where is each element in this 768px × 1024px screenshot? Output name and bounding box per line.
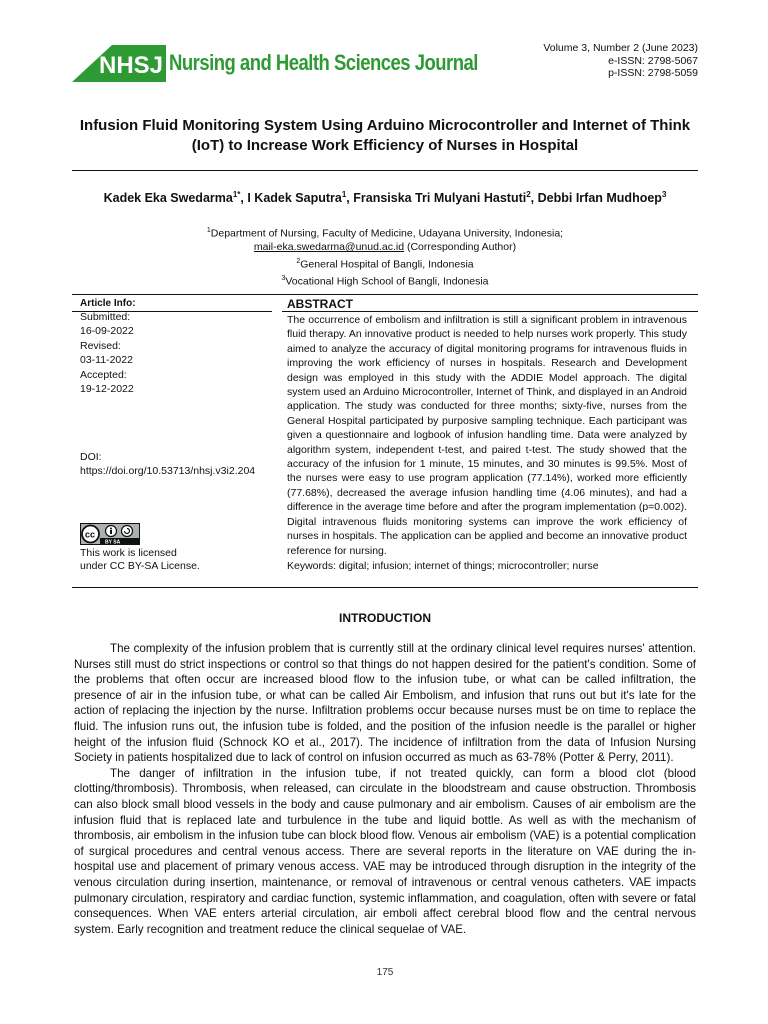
doi-label: DOI: — [80, 451, 102, 463]
cc-license-badge[interactable] — [80, 523, 140, 545]
body-paragraph: The complexity of the infusion problem that is currently still at the ordinary clinical level requires nurses' attention. Nurses still must do strict inspections or control so that things do not happen desired for the patient's condition. Some of the problems that often occur are increased blood flow to the infusion tube, or what can be called infiltration, the presence of air in the infusion tube, or what can be called Air Embolism, and infusion that runs out but it's late for the action of replacing the injection by the nurse. Infiltration problems occur because nurses must be on time to replace the fluid. The infusion runs out, the infusion tube is folded, and the position of the infusion needle is the parallel or higher height of the infusion fluid (Schnock KO et al., 2017). The incidence of infiltration from the data of Infusion Nursing Society in patients hospitalized due to lack of control on infusion occurred as much as 63-78% (Potter & Perry, 2011). — [74, 642, 696, 765]
revised-date: 03-11-2022 — [80, 354, 133, 367]
affil-mark: 2 — [296, 257, 301, 265]
meta-bottom-rule — [72, 587, 698, 588]
abstract-section — [287, 297, 687, 572]
keywords: Keywords: digital; infusion; internet of things; microcontroller; nurse — [287, 560, 599, 572]
author-affil-mark: 2 — [526, 190, 531, 199]
accepted-label: Accepted: — [80, 368, 127, 381]
journal-name: Nursing and Health Sciences Journal — [169, 50, 478, 75]
title-divider — [72, 170, 698, 171]
affil-text: Department of Nursing, Faculty of Medicine, Udayana University, Indonesia; — [210, 227, 564, 240]
introduction-body — [74, 641, 696, 937]
license-line-1: This work is licensed — [80, 547, 177, 559]
article-info — [80, 297, 270, 572]
license-statement — [80, 547, 200, 573]
submitted-label: Submitted: — [80, 311, 131, 323]
accepted-date: 19-12-2022 — [80, 383, 134, 396]
meta-top-rule — [72, 294, 698, 295]
corresponding-email — [72, 241, 698, 255]
author-separator: , — [346, 191, 354, 206]
title-line-1: Infusion Fluid Monitoring System Using Arduino Microcontroller and Internet of Think — [79, 117, 691, 134]
author-name: Fransiska Tri Mulyani Hastuti — [353, 191, 527, 206]
license-line-2: under CC BY-SA License. — [80, 560, 200, 572]
pissn: p-ISSN: 2798-5059 — [608, 67, 698, 79]
author-affil-mark: 1* — [232, 190, 241, 199]
author-list — [72, 190, 698, 205]
revised-label: Revised: — [80, 339, 121, 352]
affil-text: General Hospital of Bangli, Indonesia — [300, 258, 474, 271]
page-number: 175 — [376, 967, 394, 978]
journal-logo — [72, 42, 166, 84]
issue-meta — [543, 42, 698, 80]
eissn: e-ISSN: 2798-5067 — [608, 54, 698, 67]
affiliation-1 — [72, 224, 698, 241]
author-affil-mark: 3 — [661, 190, 667, 199]
body-paragraph: The danger of infiltration in the infusion tube, if not treated quickly, can form a blood clot (blood clotting/thrombosis). Thrombosis, when released, can circulate in the bloodstream and cause obstruction. Thrombosis can also block small blood vessels in the body and cause pulmonary and air embolism. Causes of air embolism are the infusion fluid that is replaced late and turbulence in the tube and liquid bottle. As well as with the mechanism of thrombosis, air embolism in the infusion tube can block blood flow. Venous air embolism (VAE) is a potential complication of surgical procedures and central venous access. There are several reports in the literature on VAE during the in-hospital use and placement of primary venous access. VAE may be introduced through disruption in the integrity of the venous circulation during insertion, maintenance, or removal of intravenous or central venous catheters. VAE impacts pulmonary circulation, respiratory and cardiac function, systemic inflammation, and coagulation, often with severe or fatal consequences. When VAE enters arterial circulation, air emboli affect cerebral blood flow and the central nervous system. Early recognition and treatment reduce the clinical sequelae of VAE. — [74, 766, 696, 936]
email-note: (Corresponding Author) — [404, 241, 517, 254]
article-dates — [80, 310, 270, 396]
abstract-heading: ABSTRACT — [287, 297, 353, 311]
cc-by-sa-icon — [80, 523, 140, 545]
article-info-heading: Article Info: — [80, 298, 136, 309]
cc-badge-text: BY SA — [105, 539, 121, 545]
affiliation-3 — [72, 272, 698, 289]
journal-masthead — [72, 40, 698, 88]
author-separator: , — [530, 191, 538, 206]
doi-link[interactable]: https://doi.org/10.53713/nhsj.v3i2.204 — [80, 465, 256, 478]
author-affil-mark: 1 — [341, 190, 347, 199]
author-name: Debbi Irfan Mudhoep — [537, 191, 662, 206]
affil-mark: 1 — [206, 227, 211, 234]
author-name: I Kadek Saputra — [247, 191, 342, 206]
email-link[interactable]: mail-eka.swedarma@unud.ac.id — [253, 241, 405, 254]
affiliations — [72, 224, 698, 289]
journal-logo-icon — [72, 42, 166, 84]
logo-text: NHSJ — [99, 52, 164, 79]
abstract-text: The occurrence of embolism and infiltration is still a significant problem in intravenous fluid therapy. An innovative product is needed to help nurses work properly. This study aimed to analyze the accuracy of digital monitoring programs for intravenous fluids in improving the work efficiency of nurses in hospitals. Research and Development design was employed in this study with the ADDIE Model approach. The digital system used an Arduino Microcontroller, Internet of Think, and displayed in an Android application. The study was conducted for three months; sixty-five, nurses from the General Hospital participated by purposive sampling technique. Each participant was given a questionnaire and logbook of infusion handling time. Data were analyzed by algorithm system, independent t-test, and paired t-test. The study showed that the accuracy of the infusion for 1 minute, 15 minutes, and 30 minutes is 99.5%. Most of the nurses were easy to use program application (77.14%), worked more efficiently (77.68%), decreased the average infusion handling time (4.06 minutes), and had a difference in the average time before and after the program implementation (p=0.002). Digital intravenous fluids monitoring systems can improve the work efficiency of nurses in hospitals. The application can be applied and become an innovative product reference for nursing. — [287, 314, 687, 557]
affil-mark: 3 — [281, 274, 286, 282]
author-separator: , — [240, 191, 248, 206]
affil-text: Vocational High School of Bangli, Indonesia — [285, 275, 489, 288]
author-name: Kadek Eka Swedarma — [103, 191, 233, 206]
volume-info: Volume 3, Number 2 (June 2023) — [543, 42, 698, 54]
svg-text:cc: cc — [85, 529, 96, 540]
introduction-heading: INTRODUCTION — [339, 611, 431, 625]
title-line-2: (IoT) to Increase Work Efficiency of Nurses in Hospital — [191, 137, 579, 154]
submitted-date: 16-09-2022 — [80, 325, 134, 338]
affiliation-2 — [72, 255, 698, 272]
doi-block — [80, 450, 255, 479]
article-title — [72, 116, 698, 156]
